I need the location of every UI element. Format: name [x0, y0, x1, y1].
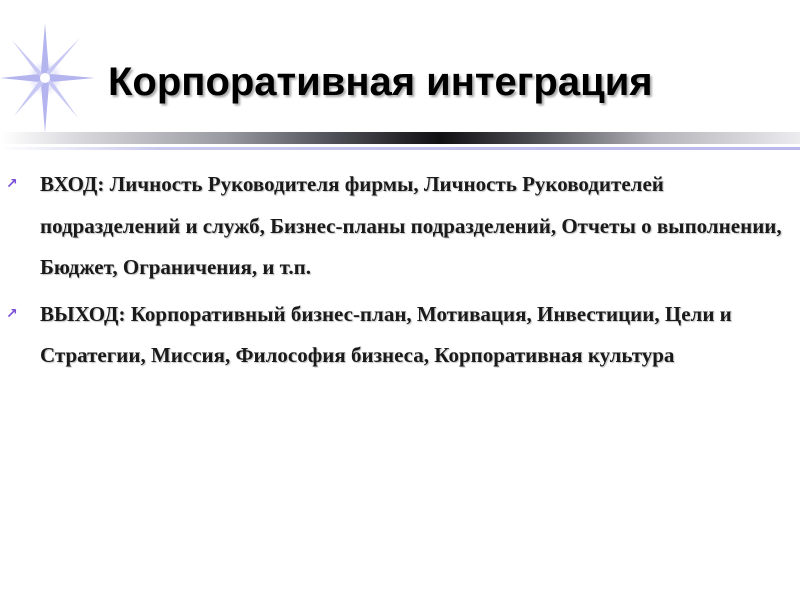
- bullet-arrow-icon: ↗: [6, 176, 18, 192]
- bullet-text: ВЫХОД: Корпоративный бизнес-план, Мотивация, Инвестиции, Цели и Стратегии, Миссия, Философия бизнеса, Корпоративная культура: [40, 301, 732, 367]
- star-decoration-icon: [0, 18, 100, 138]
- title-divider-line: [0, 147, 800, 150]
- bullet-item-output: [0, 294, 800, 377]
- slide-title: Корпоративная интеграция: [108, 60, 653, 104]
- title-divider: [0, 132, 800, 144]
- bullet-list: [0, 164, 800, 382]
- bullet-text: ВХОД: Личность Руководителя фирмы, Личность Руководителей подразделений и служб, Бизнес-планы подразделений, Отчеты о выполнении, Бюджет, Ограничения, и т.п.: [40, 172, 782, 279]
- bullet-item-input: [0, 164, 800, 289]
- bullet-arrow-icon: ↗: [6, 305, 18, 322]
